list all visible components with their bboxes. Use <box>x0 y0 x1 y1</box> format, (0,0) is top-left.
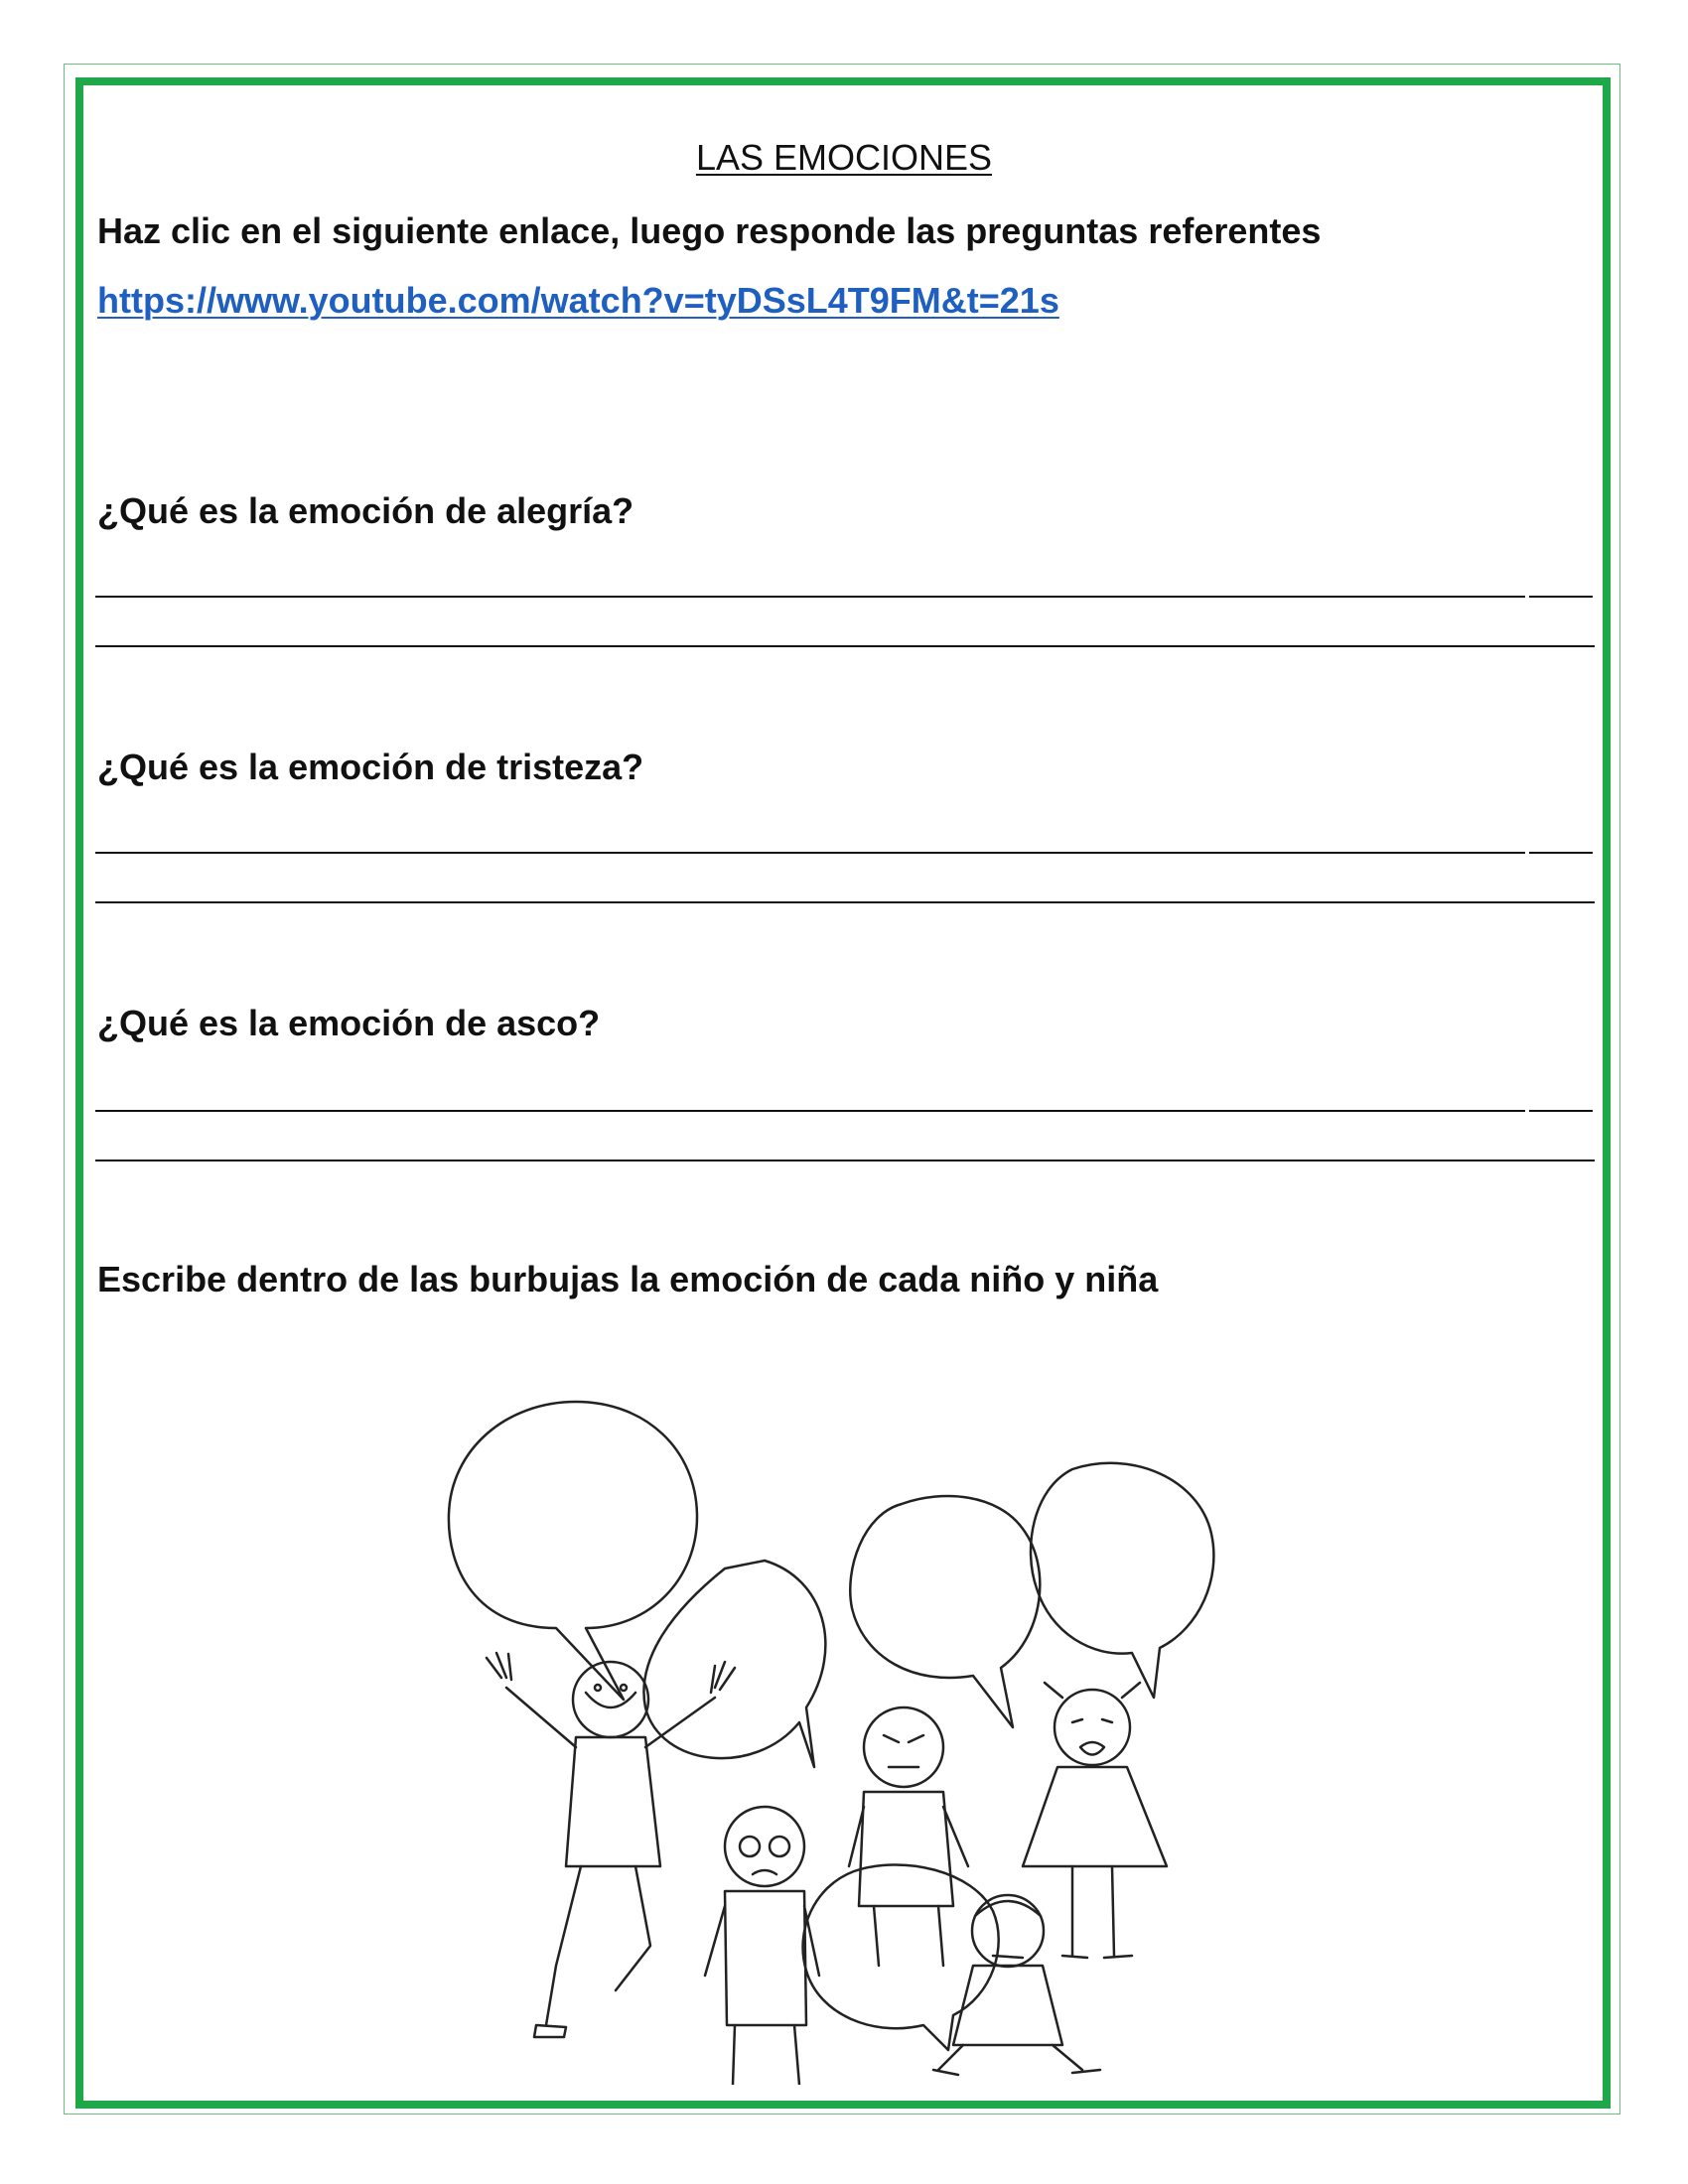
speech-bubble[interactable] <box>1031 1463 1213 1698</box>
answer-line[interactable] <box>95 645 1595 647</box>
crying-girl-figure <box>1023 1683 1167 1958</box>
instruction-text: Haz clic en el siguiente enlace, luego responde las preguntas referentes <box>97 210 1322 251</box>
disgusted-girl-figure <box>933 1895 1100 2075</box>
answer-line[interactable] <box>95 596 1525 598</box>
answer-line-extension <box>1529 596 1593 598</box>
speech-bubble[interactable] <box>850 1496 1040 1727</box>
answer-line-extension <box>1529 852 1593 854</box>
answer-line[interactable] <box>95 1110 1525 1112</box>
worksheet-title: LAS EMOCIONES <box>695 137 993 178</box>
speech-bubble[interactable] <box>803 1864 999 2050</box>
question-tristeza: ¿Qué es la emoción de tristeza? <box>97 747 644 787</box>
youtube-link[interactable]: https://www.youtube.com/watch?v=tyDSsL4T9FM&t=21s <box>97 280 1059 321</box>
children-emotions-illustration <box>437 1330 1251 2085</box>
answer-line[interactable] <box>95 1160 1595 1161</box>
angry-boy-figure <box>849 1707 968 1966</box>
speech-bubble[interactable] <box>449 1402 697 1700</box>
answer-line[interactable] <box>95 901 1595 903</box>
happy-boy-figure <box>487 1653 735 2037</box>
question-asco: ¿Qué es la emoción de asco? <box>97 1003 601 1043</box>
answer-line-extension <box>1529 1110 1593 1112</box>
question-alegria: ¿Qué es la emoción de alegría? <box>97 490 634 531</box>
speech-bubble[interactable] <box>643 1561 825 1767</box>
answer-line[interactable] <box>95 852 1525 854</box>
bubble-instruction: Escribe dentro de las burbujas la emoción de cada niño y niña <box>97 1259 1159 1299</box>
